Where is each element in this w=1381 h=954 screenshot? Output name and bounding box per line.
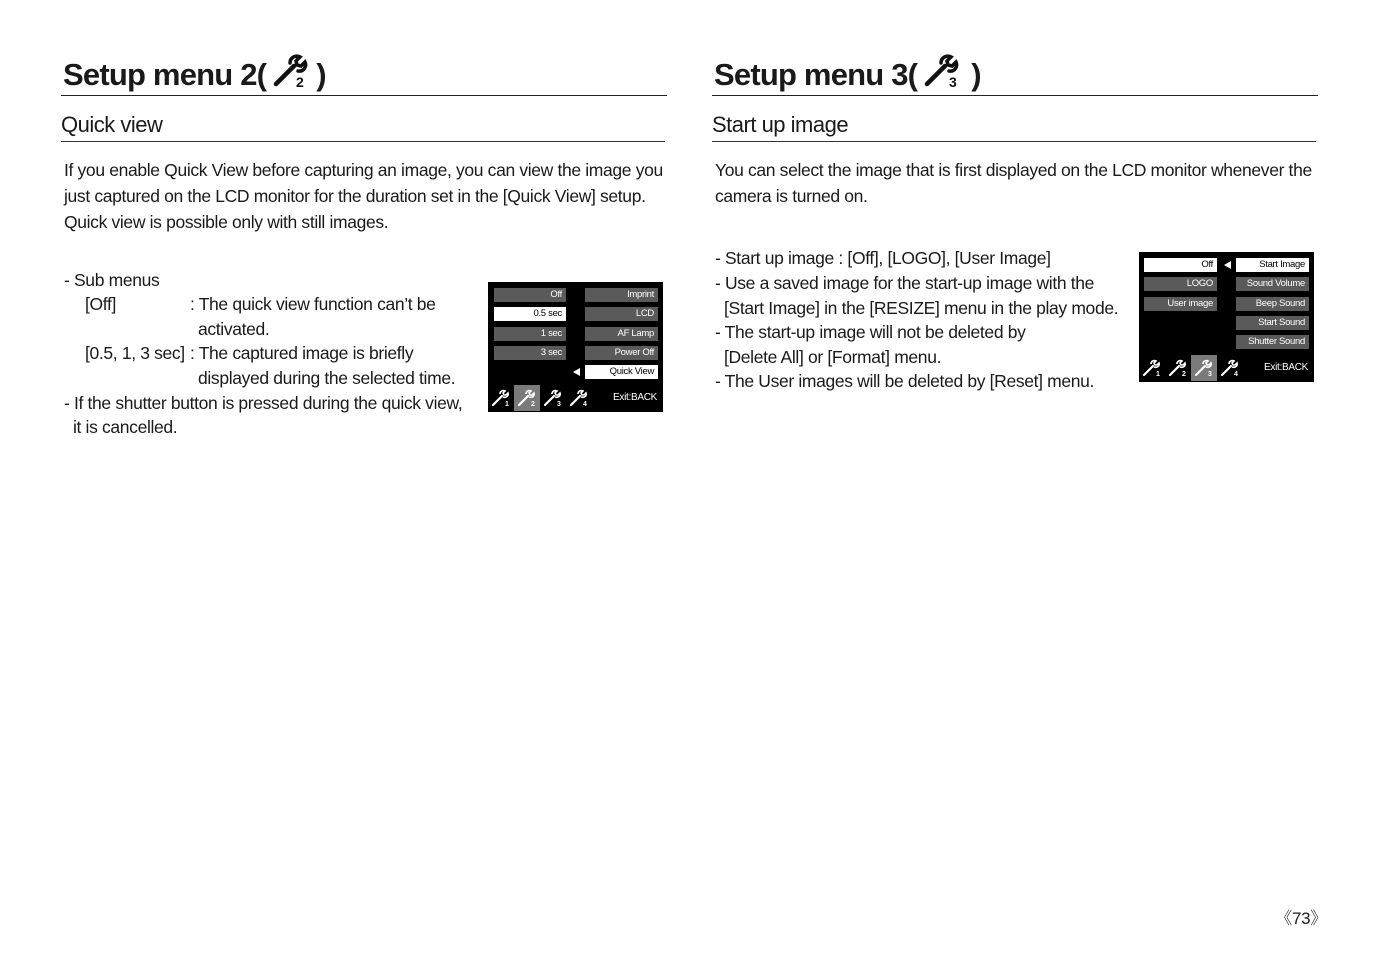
lcd-item-imprint[interactable]: Imprint [585,288,658,302]
title-text: Setup menu 2( [63,57,267,92]
title-icon-number: 3 [949,74,957,88]
svg-text:1: 1 [1156,371,1160,378]
lcd-option-user-image[interactable]: User image [1144,297,1217,311]
lcd-screen-quick-view [488,282,663,412]
bullet-not-deleted-2: [Delete All] or [Format] menu. [724,347,942,367]
selection-arrow-icon [1224,261,1231,269]
bullet-saved-image-1: - Use a saved image for the start-up image with the [715,273,1095,293]
lcd-tab-1[interactable] [1139,355,1165,381]
note-line-1: - If the shutter button is pressed during the quick view, [64,393,463,413]
lcd-option-off[interactable]: Off [494,288,566,302]
svg-text:2: 2 [1182,371,1186,378]
intro-paragraph: You can select the image that is first displayed on the LCD monitor whenever the camera is turned on. [715,160,1312,206]
sub-menus-label: - Sub menus [64,270,160,290]
subtitle-rule [61,141,665,142]
lcd-exit-back-label[interactable]: Exit:BACK [1264,362,1308,373]
svg-text:4: 4 [583,401,587,408]
section-subtitle: Start up image [712,112,849,137]
svg-text:3: 3 [1208,371,1212,378]
intro-paragraph: If you enable Quick View before capturing an image, you can view the image you just captured on the LCD monitor for the duration set in the [Quick View] setup. Quick view is possible only with still images. [64,160,663,232]
lcd-tab-2[interactable] [1165,355,1191,381]
lcd-item-power-off[interactable]: Power Off [585,346,658,360]
wrench-3-icon [923,54,967,96]
lcd-screen-start-up-image [1139,252,1314,382]
lcd-item-quick-view[interactable]: Quick View [585,365,658,379]
page-number: 《73》 [1275,909,1327,928]
title-rule [712,95,1318,96]
lcd-option-0-5-sec[interactable]: 0.5 sec [494,307,566,321]
title-close: ) [316,57,326,92]
bullet-start-up-options: - Start up image : [Off], [LOGO], [User Image] [715,248,1051,268]
wrench-1-icon [1139,355,1165,381]
wrench-3-icon [1191,355,1217,381]
wrench-2-icon [272,54,312,96]
page-title-setup-menu-2 [63,54,326,96]
subtitle-rule [712,141,1316,142]
off-term: [Off] [85,294,116,314]
lcd-tab-3[interactable] [1191,355,1217,381]
wrench-3-icon [540,385,566,411]
lcd-tab-2[interactable] [514,385,540,411]
wrench-1-icon [488,385,514,411]
lcd-option-logo[interactable]: LOGO [1144,277,1217,291]
title-rule [61,95,667,96]
selection-arrow-icon [573,368,580,376]
bullet-not-deleted-1: - The start-up image will not be deleted by [715,322,1026,342]
lcd-option-1-sec[interactable]: 1 sec [494,327,566,341]
wrench-2-icon [1165,355,1191,381]
lcd-item-shutter-sound[interactable]: Shutter Sound [1236,335,1309,349]
lcd-item-start-image[interactable]: Start Image [1236,258,1309,272]
lcd-tab-4[interactable] [1217,355,1243,381]
lcd-item-beep-sound[interactable]: Beep Sound [1236,297,1309,311]
bullet-reset: - The User images will be deleted by [Reset] menu. [715,371,1095,391]
lcd-item-lcd[interactable]: LCD [585,307,658,321]
lcd-tab-1[interactable] [488,385,514,411]
wrench-2-icon [514,385,540,411]
lcd-item-start-sound[interactable]: Start Sound [1236,316,1309,330]
sec-desc-1: : The captured image is briefly [190,343,414,363]
svg-text:4: 4 [1234,371,1238,378]
lcd-option-off[interactable]: Off [1144,258,1217,272]
title-close: ) [971,57,981,92]
wrench-4-icon [1217,355,1243,381]
bullet-saved-image-2: [Start Image] in the [RESIZE] menu in the play mode. [724,298,1119,318]
lcd-option-3-sec[interactable]: 3 sec [494,346,566,360]
wrench-4-icon [566,385,592,411]
lcd-item-af-lamp[interactable]: AF Lamp [585,327,658,341]
off-desc-2: activated. [198,319,270,339]
svg-text:1: 1 [505,401,509,408]
sec-term: [0.5, 1, 3 sec] [85,343,185,363]
sec-desc-2: displayed during the selected time. [198,368,456,388]
lcd-exit-back-label[interactable]: Exit:BACK [613,392,657,403]
lcd-tab-4[interactable] [566,385,592,411]
title-icon-number: 2 [296,74,304,88]
lcd-item-sound-volume[interactable]: Sound Volume [1236,277,1309,291]
svg-text:3: 3 [557,401,561,408]
title-text: Setup menu 3( [714,57,918,92]
note-line-2: it is cancelled. [73,417,178,437]
off-desc-1: : The quick view function can’t be [190,294,436,314]
page-title-setup-menu-3 [714,54,981,96]
svg-text:2: 2 [531,401,535,408]
lcd-tab-3[interactable] [540,385,566,411]
section-subtitle: Quick view [61,112,163,137]
